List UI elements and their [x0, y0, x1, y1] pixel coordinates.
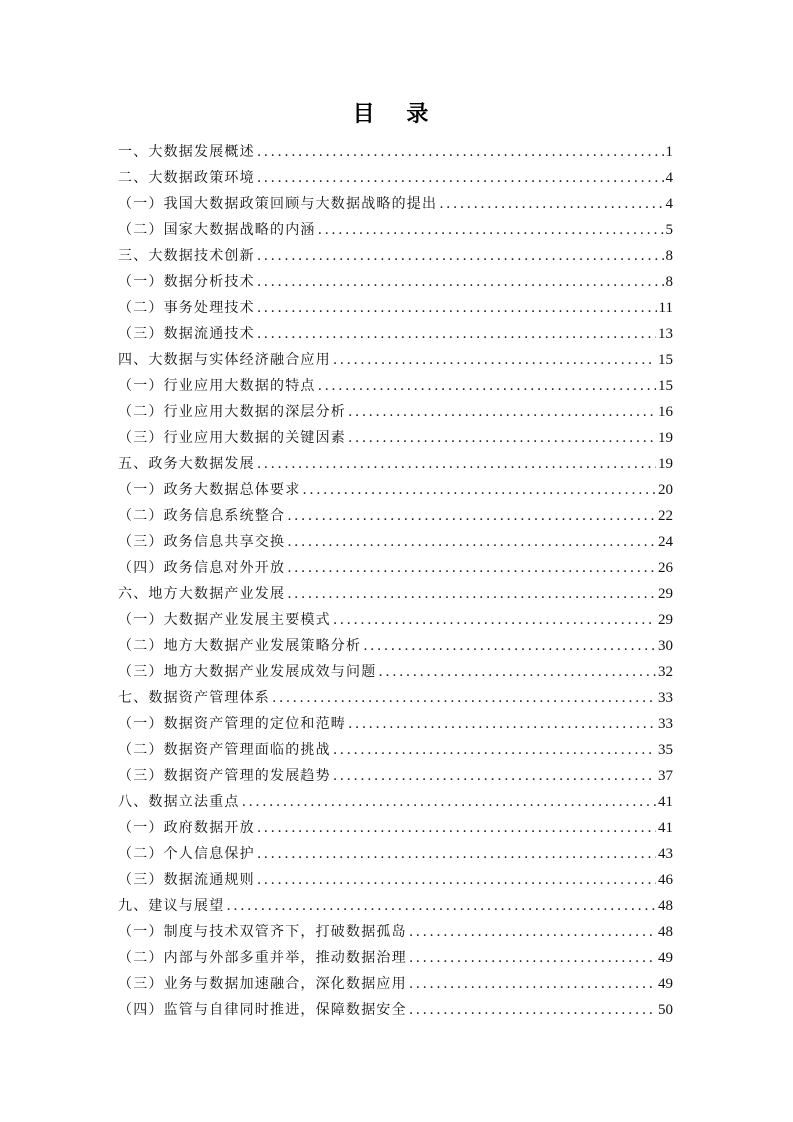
toc-leader-dots — [333, 763, 656, 789]
toc-entry-page: 13 — [658, 326, 673, 342]
toc-entry-label: 二、大数据政策环境 — [118, 170, 255, 186]
toc-entry-label: （三）地方大数据产业发展成效与问题 — [118, 664, 377, 680]
toc-leader-dots — [333, 737, 656, 763]
toc-entry[interactable] — [118, 347, 673, 373]
toc-entry-page: 5 — [665, 222, 673, 238]
toc-leader-dots — [257, 139, 664, 165]
toc-leader-dots — [287, 529, 656, 555]
toc-entry-page: 48 — [658, 924, 673, 940]
toc-entry-label: （一）大数据产业发展主要模式 — [118, 612, 331, 628]
toc-entry[interactable] — [118, 997, 673, 1023]
toc-entry-page: 19 — [658, 430, 673, 446]
toc-entry-page: 26 — [658, 560, 673, 576]
toc-leader-dots — [348, 425, 656, 451]
toc-entry[interactable] — [118, 243, 673, 269]
toc-leader-dots — [409, 997, 656, 1023]
toc-entry-label: （四）监管与自律同时推进，保障数据安全 — [118, 1002, 407, 1018]
toc-entry[interactable] — [118, 971, 673, 997]
toc-entry-page: 15 — [658, 352, 673, 368]
toc-entry-page: 16 — [658, 404, 673, 420]
toc-leader-dots — [378, 659, 656, 685]
toc-entry-label: （一）政府数据开放 — [118, 820, 255, 836]
toc-entry[interactable] — [118, 815, 673, 841]
toc-leader-dots — [272, 685, 656, 711]
toc-entry-label: （一）数据资产管理的定位和范畴 — [118, 716, 346, 732]
toc-entry-page: 1 — [665, 144, 673, 160]
toc-entry-label: （三）数据资产管理的发展趋势 — [118, 768, 331, 784]
toc-entry[interactable] — [118, 425, 673, 451]
toc-leader-dots — [348, 711, 656, 737]
toc-entry-label: 三、大数据技术创新 — [118, 248, 255, 264]
toc-entry-page: 4 — [665, 170, 673, 186]
toc-entry-page: 19 — [658, 456, 673, 472]
toc-entry-label: （三）政务信息共享交换 — [118, 534, 286, 550]
toc-entry[interactable] — [118, 321, 673, 347]
toc-entry-label: （二）国家大数据战略的内涵 — [118, 222, 316, 238]
toc-entry[interactable] — [118, 841, 673, 867]
toc-entry[interactable] — [118, 529, 673, 555]
toc-entry-label: （二）数据资产管理面临的挑战 — [118, 742, 331, 758]
toc-entry-label: （一）政务大数据总体要求 — [118, 482, 301, 498]
toc-leader-dots — [257, 295, 657, 321]
toc-entry-page: 8 — [665, 274, 673, 290]
toc-leader-dots — [287, 555, 656, 581]
toc-entry-label: 四、大数据与实体经济融合应用 — [118, 352, 331, 368]
toc-entry-page: 29 — [658, 586, 673, 602]
toc-leader-dots — [226, 893, 656, 919]
toc-leader-dots — [257, 321, 656, 347]
toc-entry-label: （二）个人信息保护 — [118, 846, 255, 862]
toc-entry-label: 六、地方大数据产业发展 — [118, 586, 286, 602]
toc-leader-dots — [287, 503, 656, 529]
toc-entry[interactable] — [118, 737, 673, 763]
toc-entry-label: 八、数据立法重点 — [118, 794, 240, 810]
toc-entry-page: 37 — [658, 768, 673, 784]
toc-entry-page: 8 — [665, 248, 673, 264]
toc-entry[interactable] — [118, 685, 673, 711]
toc-entry[interactable] — [118, 633, 673, 659]
toc-leader-dots — [257, 815, 656, 841]
toc-leader-dots — [333, 607, 656, 633]
toc-entry-label: （一）数据分析技术 — [118, 274, 255, 290]
toc-entry[interactable] — [118, 373, 673, 399]
toc-entry-label: （三）行业应用大数据的关键因素 — [118, 430, 346, 446]
toc-leader-dots — [242, 789, 656, 815]
toc-leader-dots — [318, 217, 664, 243]
toc-entry[interactable] — [118, 191, 673, 217]
toc-entry-page: 20 — [658, 482, 673, 498]
toc-entry-label: （一）行业应用大数据的特点 — [118, 378, 316, 394]
toc-entry[interactable] — [118, 295, 673, 321]
toc-entry-page: 29 — [658, 612, 673, 628]
toc-entry[interactable] — [118, 659, 673, 685]
toc-entry-label: （二）地方大数据产业发展策略分析 — [118, 638, 362, 654]
toc-entry-page: 11 — [658, 300, 673, 316]
toc-entry[interactable] — [118, 581, 673, 607]
toc-entry-page: 41 — [658, 820, 673, 836]
toc-entry-label: 一、大数据发展概述 — [118, 144, 255, 160]
toc-leader-dots — [257, 867, 656, 893]
toc-entry-label: （二）事务处理技术 — [118, 300, 255, 316]
toc-entry-page: 50 — [658, 1002, 673, 1018]
toc-entry[interactable] — [118, 763, 673, 789]
toc-entry-page: 32 — [658, 664, 673, 680]
toc-entry[interactable] — [118, 711, 673, 737]
toc-entry-label: （三）业务与数据加速融合，深化数据应用 — [118, 976, 407, 992]
toc-leader-dots — [302, 477, 656, 503]
toc-leader-dots — [318, 373, 656, 399]
toc-entry-page: 33 — [658, 716, 673, 732]
toc-entry[interactable] — [118, 399, 673, 425]
toc-entry-page: 4 — [665, 196, 673, 212]
toc-entry-label: 五、政务大数据发展 — [118, 456, 255, 472]
toc-entry-label: （一）制度与技术双管齐下，打破数据孤岛 — [118, 924, 407, 940]
toc-leader-dots — [409, 919, 656, 945]
toc-entry-page: 35 — [658, 742, 673, 758]
toc-entry[interactable] — [118, 503, 673, 529]
toc-leader-dots — [348, 399, 656, 425]
toc-entry-page: 48 — [658, 898, 673, 914]
toc-entry[interactable] — [118, 945, 673, 971]
toc-entry[interactable] — [118, 893, 673, 919]
toc-entry-page: 33 — [658, 690, 673, 706]
toc-leader-dots — [363, 633, 656, 659]
toc-leader-dots — [439, 191, 663, 217]
toc-leader-dots — [257, 451, 656, 477]
toc-leader-dots — [333, 347, 656, 373]
toc-leader-dots — [409, 945, 656, 971]
toc-entry-label: 九、建议与展望 — [118, 898, 225, 914]
toc-leader-dots — [257, 269, 664, 295]
toc-entry[interactable] — [118, 139, 673, 165]
table-of-contents — [118, 139, 673, 1023]
toc-entry-page: 22 — [658, 508, 673, 524]
toc-entry-label: （三）数据流通技术 — [118, 326, 255, 342]
toc-leader-dots — [257, 841, 656, 867]
toc-entry-page: 49 — [658, 976, 673, 992]
toc-entry-label: （三）数据流通规则 — [118, 872, 255, 888]
toc-entry[interactable] — [118, 555, 673, 581]
toc-leader-dots — [409, 971, 656, 997]
toc-entry[interactable] — [118, 217, 673, 243]
toc-entry[interactable] — [118, 919, 673, 945]
toc-entry[interactable] — [118, 789, 673, 815]
toc-entry-page: 46 — [658, 872, 673, 888]
toc-entry[interactable] — [118, 477, 673, 503]
toc-entry-label: （二）行业应用大数据的深层分析 — [118, 404, 346, 420]
toc-entry[interactable] — [118, 451, 673, 477]
toc-entry[interactable] — [118, 165, 673, 191]
toc-entry-page: 15 — [658, 378, 673, 394]
toc-entry-page: 24 — [658, 534, 673, 550]
toc-leader-dots — [287, 581, 656, 607]
toc-entry-page: 41 — [658, 794, 673, 810]
toc-entry-page: 30 — [658, 638, 673, 654]
toc-entry[interactable] — [118, 867, 673, 893]
toc-entry-label: （四）政务信息对外开放 — [118, 560, 286, 576]
toc-entry-page: 49 — [658, 950, 673, 966]
toc-entry-page: 43 — [658, 846, 673, 862]
toc-entry-label: （一）我国大数据政策回顾与大数据战略的提出 — [118, 196, 438, 212]
toc-leader-dots — [257, 243, 664, 269]
toc-entry-label: 七、数据资产管理体系 — [118, 690, 270, 706]
toc-entry-label: （二）政务信息系统整合 — [118, 508, 286, 524]
toc-entry-label: （二）内部与外部多重并举，推动数据治理 — [118, 950, 407, 966]
toc-entry[interactable] — [118, 607, 673, 633]
toc-entry[interactable] — [118, 269, 673, 295]
toc-title: 目 录 — [352, 102, 441, 127]
toc-leader-dots — [257, 165, 664, 191]
